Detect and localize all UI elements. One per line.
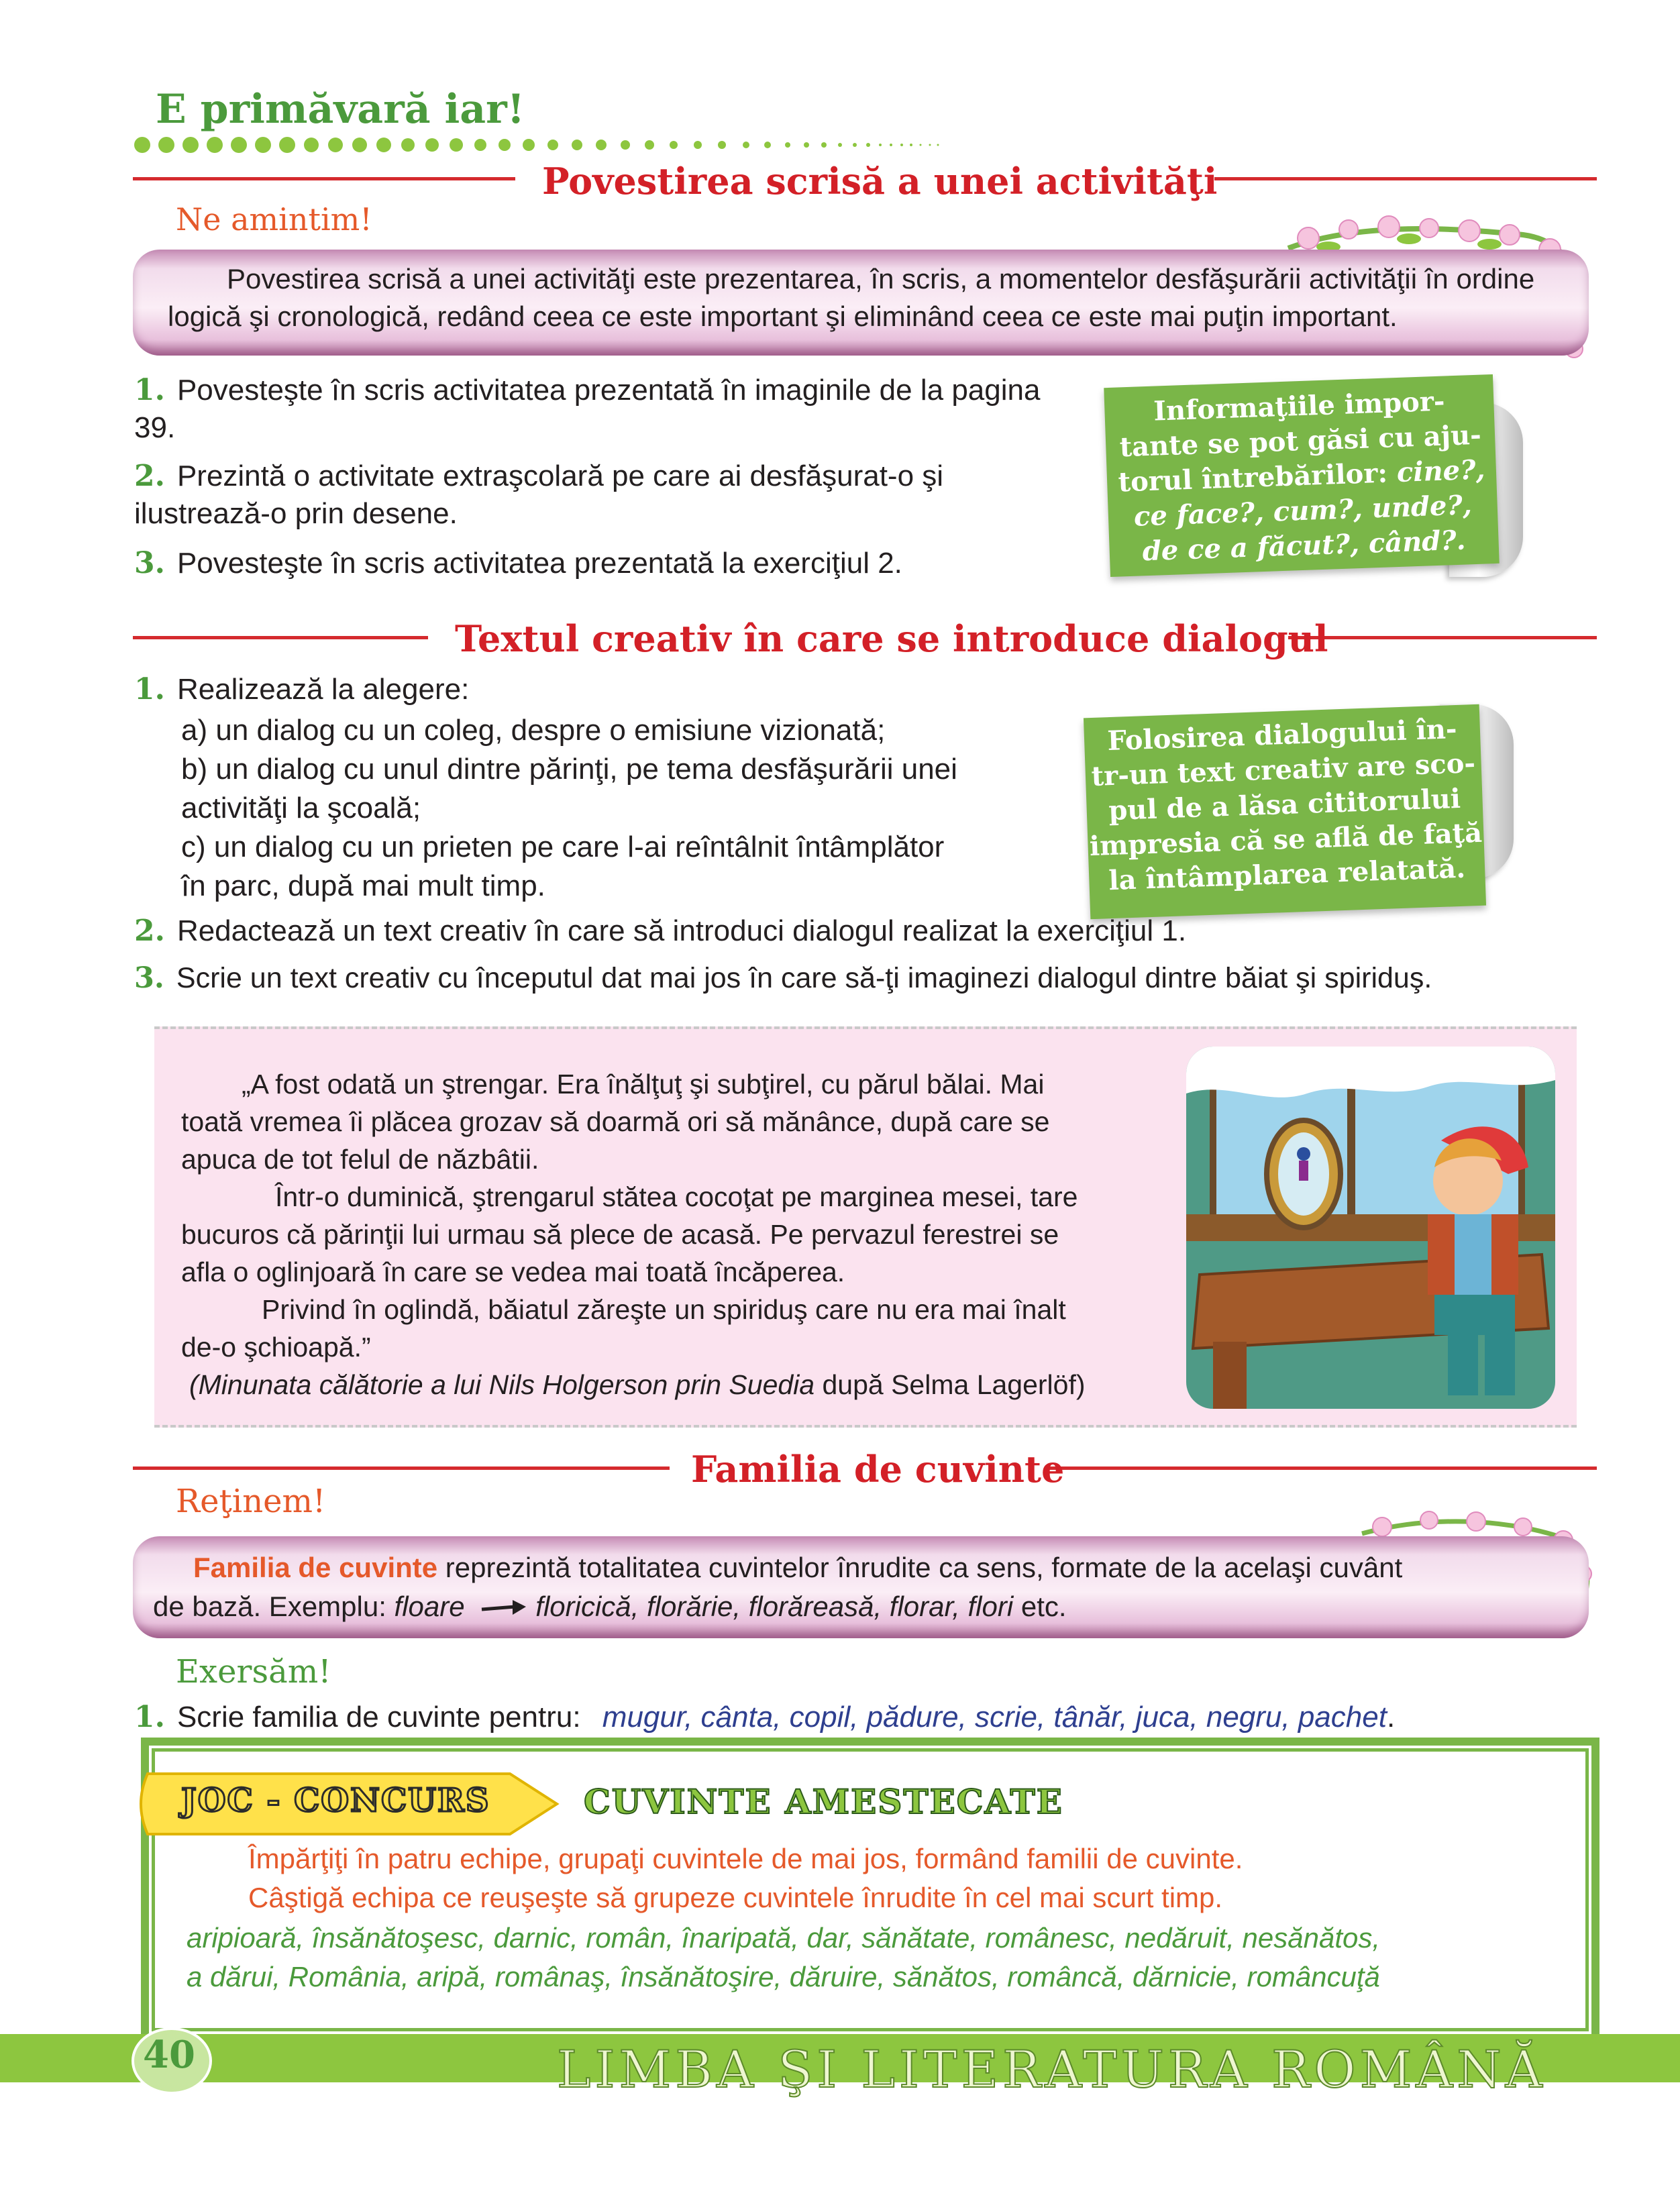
instruction-line: Împărţiţi în patru echipe, grupaţi cuvintele de mai jos, formând familii de cuvinte.: [248, 1843, 1243, 1874]
divider-line-left: [133, 1466, 670, 1470]
arrow-right-icon: [480, 1587, 527, 1626]
exercise-text: Povesteşte în scris activitatea prezentată la exerciţiul 2.: [176, 547, 902, 580]
source-title: Minunata călătorie a lui Nils Holgerson prin Suedia: [198, 1369, 815, 1400]
option-line: în parc, după mai mult timp.: [181, 869, 545, 902]
exercise-text: Realizează la alegere:: [176, 673, 470, 706]
source-author: după Selma Lagerlöf): [815, 1369, 1086, 1400]
section-heading: Familia de cuvinte: [691, 1448, 1065, 1491]
dots-decoration: [133, 131, 958, 158]
exercise-number: 2.: [134, 914, 165, 948]
exercise-end: .: [1386, 1701, 1396, 1733]
divider-line-left: [133, 636, 428, 639]
definition-line2: de bază. Exemplu:: [153, 1591, 395, 1622]
divider-line-right: [1288, 636, 1597, 639]
chapter-title: E primăvară iar!: [156, 86, 525, 133]
exercise-text: Scrie familia de cuvinte pentru:: [176, 1701, 589, 1733]
example-list: floricică, florărie, florăreasă, florar, flori: [535, 1591, 1014, 1622]
definition-etc: etc.: [1013, 1591, 1067, 1622]
story-text: [181, 1065, 1201, 1403]
option-line: activităţi la şcoală;: [181, 792, 421, 824]
remember-label: Ne amintim!: [176, 201, 372, 237]
source-paren: (: [189, 1369, 199, 1400]
tip-line: impresia că se află de faţă: [1089, 816, 1483, 863]
tip-line: tr-un text creativ are sco-: [1090, 747, 1476, 793]
divider-line-left: [133, 177, 515, 180]
exercise-1: [134, 1699, 1395, 1736]
story-line: bucuros că părinţii lui urmau să plece de acasă. Pe pervazul ferestrei se: [181, 1219, 1059, 1250]
definition-rest: reprezintă totalitatea cuvintelor înrudite ca sens, formate de la acelaşi cuvânt: [437, 1552, 1403, 1583]
story-line: afla o oglinjoară în care se vedea mai toată încăperea.: [181, 1257, 845, 1287]
option-line: b) un dialog cu unul dintre părinţi, pe tema desfăşurării unei: [181, 753, 957, 786]
option-line: c) un dialog cu un prieten pe care l-ai reîntâlnit întâmplător: [181, 831, 945, 863]
options-list: [181, 711, 1053, 906]
instruction-line: Câştigă echipa ce reuşeşte să grupeze cuvintele înrudite în cel mai scurt timp.: [248, 1882, 1223, 1913]
tip-line: Folosirea dialogului în-: [1106, 712, 1458, 757]
exercise-words: mugur, cânta, copil, pădure, scrie, tânăr, juca, negru, pachet: [602, 1701, 1387, 1733]
retain-label: Reţinem!: [176, 1483, 326, 1520]
game-words: [187, 1919, 1575, 1996]
exercise-number: 3.: [134, 546, 165, 580]
example-base-word: floare: [394, 1591, 465, 1622]
definition-term: Familia de cuvinte: [193, 1552, 438, 1583]
exercise-text: Povesteşte în scris activitatea prezentată în imaginile de la pagina 39.: [134, 374, 1041, 444]
exercise-3: [134, 959, 1432, 997]
exercise-text: Redactează un text creativ în care să introduci dialogul realizat la exerciţiul 1.: [176, 914, 1187, 947]
exercise-number: 3.: [134, 961, 164, 995]
game-badge: JOC - CONCURS: [181, 1782, 490, 1819]
words-line: aripioară, însănătoşesc, darnic, român, înaripată, dar, sănătate, românesc, nedăruit, nesănătos,: [187, 1922, 1381, 1954]
story-line: Privind în oglindă, băiatul zăreşte un spiriduş care nu era mai înalt: [262, 1294, 1066, 1325]
exercise-text: Prezintă o activitate extraşcolară pe care ai desfăşurat-o şi ilustrează-o prin desene.: [134, 460, 944, 530]
game-title: CUVINTE AMESTECATE: [584, 1782, 1063, 1821]
boy-illustration: [1186, 1047, 1555, 1409]
option-line: a) un dialog cu un coleg, despre o emisiune vizionată;: [181, 714, 886, 747]
words-line: a dărui, România, aripă, românaş, însănătoşire, dăruire, sănătos, româncă, dărnicie, româncuţă: [187, 1961, 1380, 1992]
exercise-3: [134, 545, 1060, 582]
story-source: [181, 1366, 1201, 1403]
definition-text: [153, 1548, 1569, 1626]
exercise-2: [134, 912, 1186, 950]
definition-text: Povestirea scrisă a unei activităţi este prezentarea, în scris, a momentelor desfăşurării activităţii în ordine logică şi cronologică, redând ceea ce este important şi eliminând ceea ce este mai puţin important.: [168, 263, 1535, 332]
tip-line: pul de a lăsa cititorului: [1108, 782, 1461, 827]
tip-note: [1084, 704, 1486, 919]
practice-label: Exersăm!: [176, 1653, 331, 1691]
story-line: toată vremea îi plăcea grozav să doarmă ori să mănânce, după care se: [181, 1106, 1050, 1137]
exercise-1: [134, 671, 469, 708]
divider-line-right: [1214, 177, 1597, 180]
divider-line-right: [1047, 1466, 1597, 1470]
tip-note: [1104, 374, 1499, 577]
footer-subject: LIMBA ŞI LITERATURA ROMÂNĂ: [557, 2039, 1546, 2099]
tip-line-italic: cine?,: [1396, 454, 1486, 489]
tip-line: la întâmplarea relatată.: [1108, 852, 1466, 897]
exercise-1: [134, 372, 1060, 447]
exercise-number: 1.: [134, 672, 165, 706]
tip-line: Informaţiile impor-: [1153, 385, 1446, 427]
story-line: de-o şchioapă.”: [181, 1332, 371, 1363]
tip-line-italic: de ce a făcut?, când?.: [1142, 524, 1467, 568]
tip-line-italic: ce face?, cum?, unde?,: [1133, 489, 1473, 533]
section-heading: Textul creativ în care se introduce dialogul: [455, 617, 1328, 660]
exercise-2: [134, 458, 1060, 533]
exercise-text: Scrie un text creativ cu începutul dat mai jos în care să-ţi imaginezi dialogul dintre băiat şi spiriduş.: [176, 962, 1432, 994]
page-number: 40: [143, 2033, 195, 2077]
tip-line: torul întrebărilor:: [1117, 457, 1398, 498]
tip-line: tante se pot găsi cu aju-: [1118, 419, 1482, 464]
exercise-number: 1.: [134, 373, 165, 407]
story-line: „A fost odată un ştrengar. Era înălţuţ şi subţirel, cu părul bălai. Mai: [242, 1069, 1045, 1100]
story-line: Într-o duminică, ştrengarul stătea cocoţat pe marginea mesei, tare: [275, 1181, 1078, 1212]
game-instructions: [188, 1839, 1570, 1917]
exercise-number: 2.: [134, 459, 165, 493]
exercise-number: 1.: [134, 1700, 165, 1734]
story-line: apuca de tot felul de năzbâtii.: [181, 1144, 539, 1175]
section-heading: Povestirea scrisă a unei activităţi: [542, 160, 1218, 203]
